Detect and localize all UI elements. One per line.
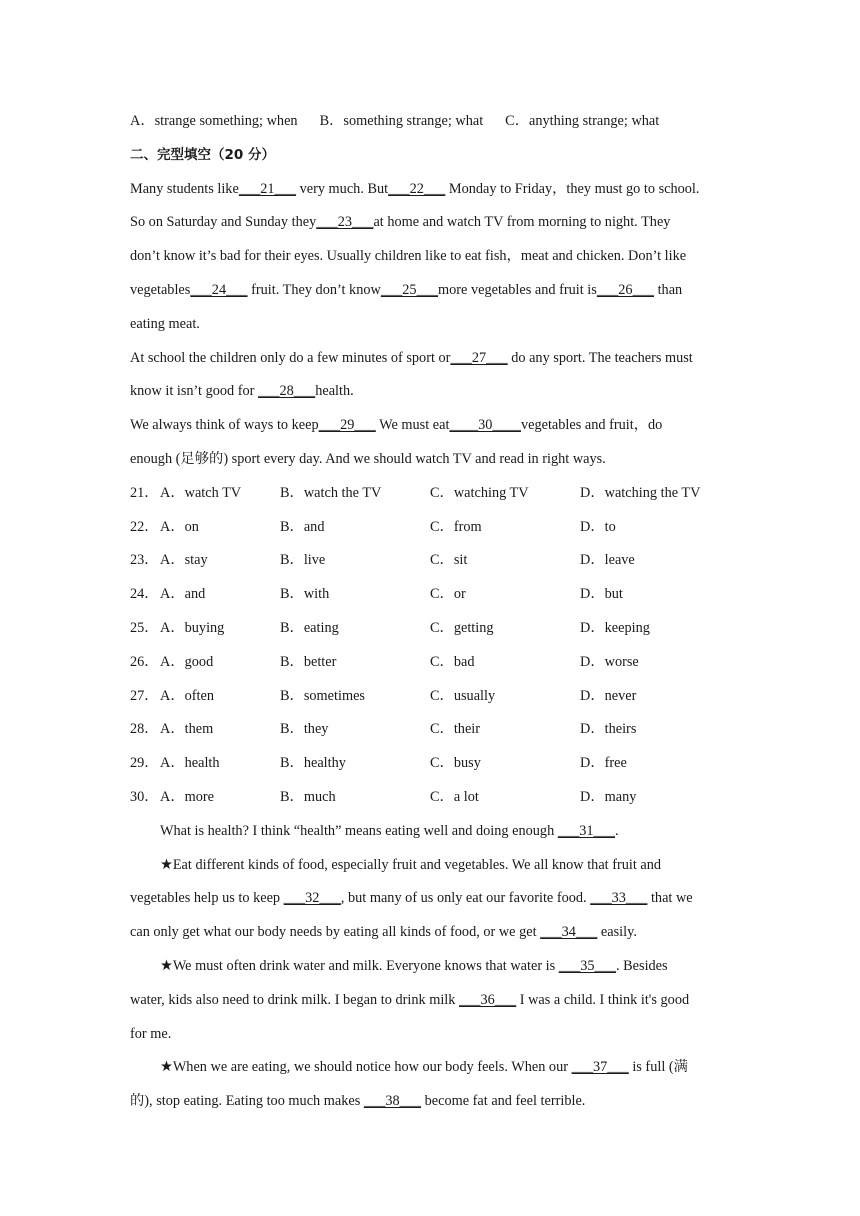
passage-line: ★Eat different kinds of food, especially fruit and vegetables. We all know that fruit and [160, 856, 662, 873]
option-d: D．never [580, 687, 637, 704]
question-number: 26． [130, 653, 159, 670]
option-c: C．bad [430, 653, 475, 670]
question-number: 28． [130, 721, 159, 738]
question-number: 27． [130, 687, 159, 704]
question-row [130, 477, 740, 511]
option-c: C．getting [430, 619, 494, 636]
passage-line: So on Saturday and Sunday they___23___at home and watch TV from morning to night. They [130, 214, 671, 231]
option-d: D．to [580, 518, 616, 535]
option-a: A．more [160, 788, 214, 805]
blank-33: ___33___ [590, 890, 648, 907]
option-a: A．often [160, 687, 214, 704]
blank-37: ___37___ [571, 1059, 629, 1076]
blank-38: ___38___ [363, 1093, 422, 1110]
question-number: 24． [130, 586, 159, 603]
option-d: D．worse [580, 653, 639, 670]
option-d: D．free [580, 755, 627, 772]
passage-line: At school the children only do a few minutes of sport or___27___ do any sport. The teachers must [130, 349, 693, 366]
option-c: C．busy [430, 755, 481, 772]
passage-line: know it isn’t good for ___28___health. [130, 383, 354, 400]
option-c: C．from [430, 518, 482, 535]
passage-line: for me. [130, 1025, 172, 1042]
question-number: 25． [130, 619, 159, 636]
blank-32: ___32___ [283, 890, 341, 907]
option-b: B．with [280, 586, 330, 603]
question-number: 21． [130, 484, 159, 501]
option-c: C．a lot [430, 788, 479, 805]
option-a: A．strange something; when [130, 113, 298, 129]
question-row [130, 646, 740, 680]
question-row [130, 680, 740, 714]
question-row [130, 781, 740, 815]
question-number: 23． [130, 552, 159, 569]
option-b: B．much [280, 788, 336, 805]
option-b: B．watch the TV [280, 484, 382, 501]
blank-28: ___28___ [258, 383, 316, 400]
option-d: D．watching the TV [580, 484, 701, 501]
blank-35: ___35___ [558, 957, 616, 974]
question-row [130, 713, 740, 747]
passage-line: don’t know it’s bad for their eyes. Usually children like to eat fish，meat and chicken. Don’t like [130, 248, 687, 265]
option-d: D．many [580, 788, 637, 805]
blank-25: ___25___ [380, 281, 439, 298]
option-b: B．they [280, 721, 329, 738]
option-d: D．theirs [580, 721, 637, 738]
option-a: A．good [160, 653, 214, 670]
question-number: 22． [130, 518, 159, 535]
question-row [130, 544, 740, 578]
passage-line: enough (足够的) sport every day. And we should watch TV and read in right ways. [130, 450, 606, 467]
option-b: B．and [280, 518, 325, 535]
option-c: C．or [430, 586, 466, 603]
blank-29: ___29___ [318, 417, 376, 434]
passage-1 [130, 173, 740, 477]
option-a: A．buying [160, 619, 225, 636]
question-row [130, 612, 740, 646]
section-heading: 二、完型填空（20 分） [130, 146, 275, 163]
option-a: A．health [160, 755, 220, 772]
passage-line: vegetables___24___ fruit. They don’t know___25___more vegetables and fruit is___26___ than [130, 281, 683, 298]
passage-line: can only get what our body needs by eating all kinds of food, or we get ___34___ easily. [130, 924, 637, 941]
passage-line: eating meat. [130, 315, 200, 332]
option-a: A．and [160, 586, 206, 603]
question-number: 30． [130, 788, 159, 805]
option-b: B．better [280, 653, 337, 670]
blank-36: ___36___ [459, 991, 517, 1008]
option-b: B．eating [280, 619, 339, 636]
passage-2 [130, 815, 740, 1119]
passage-line: ★When we are eating, we should notice how our body feels. When our ___37___ is full (满 [160, 1059, 688, 1076]
passage-line: Many students like___21___ very much. But___22___ Monday to Friday，they must go to school. [130, 180, 700, 197]
option-d: D．leave [580, 552, 635, 569]
question-row [130, 747, 740, 781]
blank-24: ___24___ [190, 281, 248, 298]
question-row [130, 578, 740, 612]
option-c: C．their [430, 721, 481, 738]
option-a: A．them [160, 721, 214, 738]
passage-line: What is health? I think “health” means eating well and doing enough ___31___. [160, 822, 619, 839]
blank-26: ___26___ [596, 281, 655, 298]
passage-line: 的), stop eating. Eating too much makes ___38___ become fat and feel terrible. [130, 1093, 586, 1110]
option-c: C．sit [430, 552, 468, 569]
blank-23: ___23___ [316, 214, 374, 231]
blank-30: ____30____ [449, 417, 521, 434]
option-b: B．something strange; what [319, 113, 484, 129]
option-a: A．watch TV [160, 484, 242, 501]
passage-line: vegetables help us to keep ___32___, but many of us only eat our favorite food. ___33___ that we [130, 890, 693, 907]
option-b: B．live [280, 552, 326, 569]
option-c: C．usually [430, 687, 496, 704]
option-c: C．anything strange; what [505, 113, 660, 129]
question-row [130, 511, 740, 545]
option-a: A．on [160, 518, 199, 535]
option-d: D．but [580, 586, 623, 603]
blank-27: ___27___ [450, 349, 508, 366]
question-options-list [130, 477, 740, 815]
passage-line: water, kids also need to drink milk. I began to drink milk ___36___ I was a child. I think it's good [130, 991, 690, 1008]
document-page [130, 105, 740, 1119]
option-c: C．watching TV [430, 484, 529, 501]
option-d: D．keeping [580, 619, 650, 636]
blank-22: ___22___ [388, 180, 446, 197]
option-b: B．healthy [280, 755, 346, 772]
option-b: B．sometimes [280, 687, 365, 704]
option-a: A．stay [160, 552, 208, 569]
blank-31: ___31___ [557, 822, 615, 839]
blank-21: ___21___ [238, 180, 296, 197]
previous-question-options [130, 105, 740, 139]
question-number: 29． [130, 755, 159, 772]
blank-34: ___34___ [540, 924, 598, 941]
passage-line: ★We must often drink water and milk. Everyone knows that water is ___35___. Besides [160, 957, 668, 974]
passage-line: We always think of ways to keep___29___ We must eat____30____vegetables and fruit，do [130, 417, 663, 434]
